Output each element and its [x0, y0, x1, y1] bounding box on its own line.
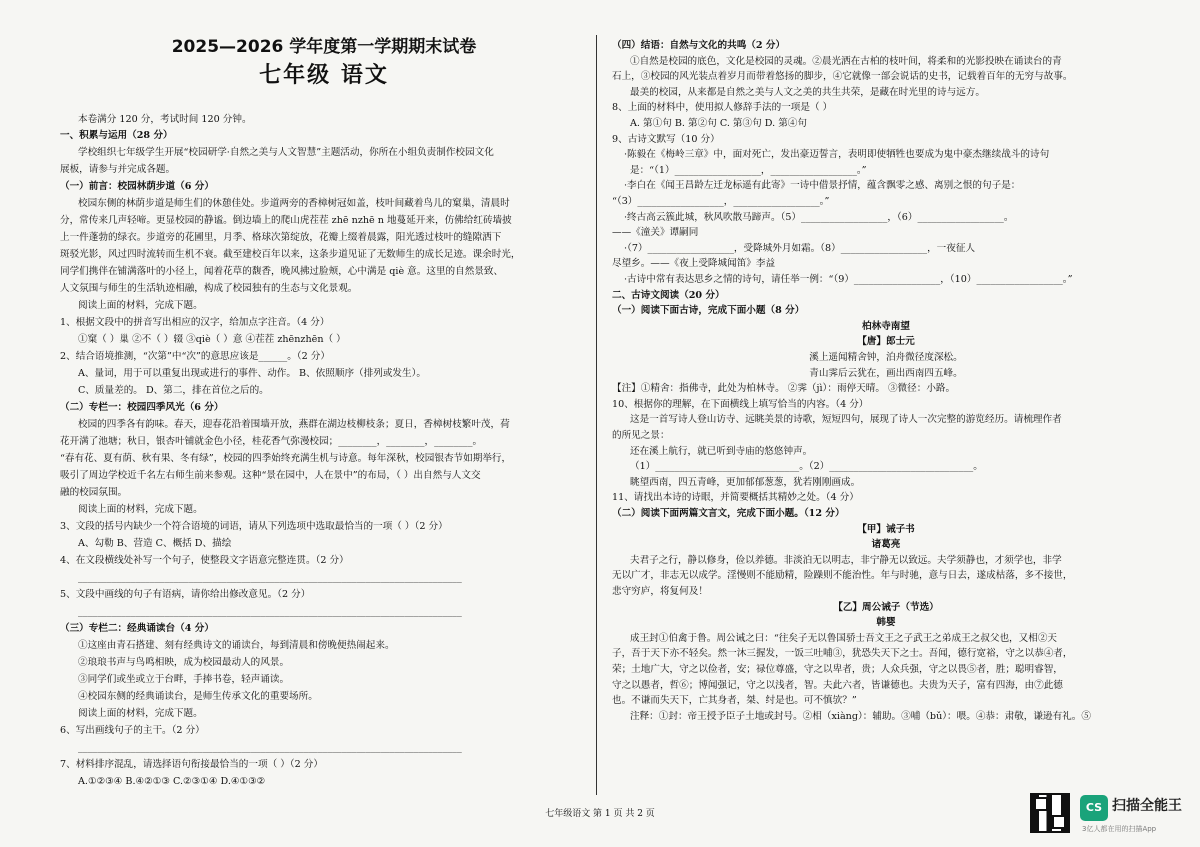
text-line: 8、上面的材料中，使用拟人修辞手法的一项是（ ） — [612, 102, 833, 114]
text-line: C、质量差的。 D、第二，排在首位之后的。 — [78, 385, 269, 396]
text-line: 【注】①精舍：指佛寺，此处为柏林寺。 ②霁（jì）：雨停天晴。 ③微径：小路。 — [612, 383, 956, 395]
text-line: （三）专栏二：经典诵读台（4 分） — [60, 623, 214, 634]
text-line: 尽望乡。——《夜上受降城闻笛》李益 — [612, 258, 776, 270]
text-line: 子，吾于天下亦不轻矣。然一沐三握发，一饭三吐哺③，犹恐失天下之士。吾闻，德行宽裕，守之以恭④者， — [612, 648, 1073, 660]
text-line: 韩婴 — [876, 617, 896, 629]
text-line: 是：“（1）__________________，__________________。” — [630, 164, 867, 176]
text-line: ②琅琅书声与鸟鸣相映，成为校园最动人的风景。 — [78, 657, 290, 668]
text-line: 悲守穷庐，将复何及！ — [612, 586, 708, 597]
text-line: 也。不谦而失天下，亡其身者，桀、纣是也。可不慎欤？” — [612, 695, 857, 707]
text-line: 校园的四季各有韵味。春天，迎春花沿着围墙开放，燕群在湖边枝柳枝条；夏日，香樟树枝繁叶茂，荷 — [78, 419, 510, 430]
text-line: 阅读上面的材料，完成下题。 — [78, 300, 203, 311]
text-line: ·（7）__________________，受降城外月如霜。（8）__________________，一夜征人 — [624, 242, 976, 254]
text-line: ④校园东侧的经典诵读台，是师生传承文化的重要场所。 — [78, 691, 318, 702]
text-line: 5、文段中画线的句子有语病，请你给出修改意见。（2 分） — [60, 589, 311, 600]
text-line: 眺望西南，四五青峰，更加郁郁葱葱，犹若刚刚画成。 — [630, 476, 861, 488]
text-line: 4、在文段横线处补写一个句子，使整段文字语意完整连贯。（2 分） — [60, 555, 349, 566]
text-line: A、量词，用于可以重复出现或进行的事件、动作。 B、依照顺序（排列或发生）。 — [78, 368, 427, 379]
text-line: 青山霁后云犹在，画出西南四五峰。 — [809, 367, 963, 379]
text-line: （一）阅读下面古诗，完成下面小题（8 分） — [612, 305, 805, 317]
text-line: 这是一首写诗人登山访寺、远眺美景的诗歌，短短四句，展现了诗人一次完整的游览经历。请梳理作者 — [630, 414, 1062, 426]
text-line: ________________________________________________________________________________ — [78, 572, 462, 583]
text-line: （二）阅读下面两篇文言文，完成下面小题。（12 分） — [612, 508, 845, 519]
text-line: 成王封①伯禽于鲁。周公诫之曰：“往矣子无以鲁国骄士吾文王之子武王之弟成王之叔父也，又相②天 — [630, 632, 1058, 644]
text-line: 同学们携伴在铺满落叶的小径上，闻着花草的馥香，晚风拂过脸颊，心中满是 qiè 意。这里的自然景致、 — [60, 266, 504, 277]
exam-subtitle: 七年级 语文 — [259, 63, 389, 88]
text-line: 无以广才，非志无以成学。淫慢则不能励精，险躁则不能治性。年与时驰，意与日去，遂成枯落，多不接世， — [612, 570, 1073, 582]
text-line: 柏林寺南望 — [862, 320, 910, 332]
text-line: ·李白在《闻王昌龄左迁龙标遥有此寄》一诗中借景抒情，蕴含飘零之感、离别之恨的句子是： — [624, 180, 1021, 192]
text-line: 展板，请参与并完成各题。 — [60, 164, 176, 175]
text-line: 溪上遥闻精舍钟，泊舟微径度深松。 — [809, 352, 963, 363]
text-line: （一）前言：校园林荫步道（6 分） — [60, 181, 214, 192]
text-line: 融的校园氛围。 — [60, 487, 128, 498]
text-line: ①自然是校园的底色，文化是校园的灵魂。②晨光洒在古柏的枝叶间，将柔和的光影投映在诵读台的青 — [630, 55, 1062, 67]
text-line: 10、根据你的理解，在下面横线上填写恰当的内容。（4 分） — [612, 398, 869, 410]
text-line: 阅读上面的材料，完成下题。 — [78, 708, 203, 719]
text-line: 9、古诗文默写（10 分） — [612, 133, 720, 145]
text-line: 荣；土地广大，守之以俭者，安；禄位尊盛，守之以卑者，贵；人众兵强，守之以畏⑤者，胜；聪明睿智， — [612, 664, 1063, 675]
text-line: 诸葛亮 — [871, 539, 901, 551]
text-line: 花开满了池塘；秋日，银杏叶铺就金色小径，桂花香气弥漫校园；________，________，________。 — [60, 436, 483, 447]
text-line: （1）______________________________。（2）______________________________。 — [630, 461, 983, 473]
exam-info: 本卷满分 120 分，考试时间 120 分钟。 — [78, 114, 252, 125]
text-line: 一、积累与运用（28 分） — [60, 130, 173, 141]
text-line: 3、文段的括号内缺少一个符合语境的词语，请从下列选项中选取最恰当的一项（ ）（2 分） — [60, 521, 448, 532]
text-line: 二、古诗文阅读（20 分） — [612, 289, 725, 301]
text-line: A、勾勒 B、营造 C、概括 D、描绘 — [78, 538, 232, 549]
brand-name: 扫描全能王 — [1112, 798, 1182, 814]
text-line: 吸引了周边学校近千名左右师生前来参观。这种“景在园中，人在景中”的布局，（ ）出自然与人文交 — [60, 470, 481, 481]
text-line: 11、请找出本诗的诗眼，并简要概括其精妙之处。（4 分） — [612, 492, 859, 504]
text-line: A. 第①句 B. 第②句 C. 第③句 D. 第④句 — [630, 118, 807, 129]
text-line: 上一件蓬勃的绿衣。步道旁的花圃里，月季、格球次第绽放，花瓣上缀着晨露，阳光透过枝叶的缝隙洒下 — [60, 232, 502, 243]
text-line: 守之以愚者，哲⑥；博闻强记，守之以浅者，智。夫此六者，皆谦德也。夫贵为天子，富有四海，由⑦此德 — [612, 679, 1063, 691]
page-footer: 七年级语文 第 1 页 共 2 页 — [545, 809, 655, 819]
text-line: “（3）__________________，__________________。” — [612, 196, 830, 207]
text-line: ——《潼关》谭嗣同 — [612, 227, 699, 239]
text-line: （四）结语：自然与文化的共鸣（2 分） — [612, 40, 786, 51]
qr-code-icon — [1030, 793, 1070, 833]
text-line: 【唐】郎士元 — [857, 336, 915, 348]
text-line: 7、材料排序混乱，请选择语句衔接最恰当的一项（ ）（2 分） — [60, 759, 323, 770]
text-line: ·陈毅在《梅岭三章》中，面对死亡，发出豪迈誓言，表明即使牺牲也要成为鬼中豪杰继续战斗的诗句 — [624, 149, 1050, 161]
camscanner-logo-icon: CS — [1080, 795, 1108, 821]
text-line: ①这座由青石搭建、刻有经典诗文的诵读台，每到清晨和傍晚便热闹起来。 — [78, 640, 395, 651]
text-line: 还在溪上航行，就已听到寺庙的悠悠钟声。 — [630, 445, 813, 457]
text-line: ①窠（ ）巢 ②不（ ）辍 ③qiè（ ）意 ④茬茬 zhēnzhēn（ ） — [78, 334, 346, 345]
text-line: 2、结合语境推测，“次第”中“次”的意思应该是______。（2 分） — [60, 351, 330, 362]
text-line: ③同学们或坐或立于台畔，手捧书卷，轻声诵读。 — [78, 674, 290, 685]
text-line: 夫君子之行，静以修身，俭以养德。非淡泊无以明志，非宁静无以致远。夫学须静也，才须学也，非学 — [630, 554, 1062, 566]
text-line: 学校组织七年级学生开展“校园研学·自然之美与人文智慧”主题活动，你所在小组负责制作校园文化 — [78, 147, 494, 158]
column-divider — [596, 35, 597, 795]
text-line: 阅读上面的材料，完成下题。 — [78, 504, 203, 515]
text-line: 校园东侧的林荫步道是师生们的休憩佳处。步道两旁的香樟树冠如盖，枝叶间藏着鸟儿的窠巢，清晨时 — [78, 198, 510, 209]
text-line: ________________________________________________________________________________ — [78, 742, 462, 753]
text-line: 注释：①封：帝王授予臣子土地或封号。②相（xiàng）：辅助。③哺（bǔ）：喂。④恭：肃敬，谦逊有礼。⑤ — [630, 710, 1091, 722]
text-line: 1、根据文段中的拼音写出相应的汉字，给加点字注音。（4 分） — [60, 317, 330, 328]
exam-title: 2025—2026 学年度第一学期期末试卷 — [171, 37, 477, 57]
text-line: 石上，③校园的风光装点着岁月而带着悠扬的脚步，④它就像一部会说话的史书，记载着百年的无穷与故事。 — [612, 71, 1073, 83]
text-line: ·终古高云簇此城，秋风吹散马蹄声。（5）__________________，（6）__________________。 — [624, 211, 1014, 223]
text-line: ________________________________________________________________________________ — [78, 606, 462, 617]
text-line: 的所见之景： — [612, 430, 670, 441]
text-line: 【乙】周公诫子（节选） — [833, 601, 939, 613]
text-line: 分，常传来几声轻啼。更显校园的静谧。倒边墙上的爬山虎茬茬 zhē nzhē n 地蔓延开来，仿佛给红砖墙披 — [60, 215, 512, 226]
text-line: “春有花、夏有荫、秋有果、冬有绿”，校园的四季始终充满生机与诗意。每年深秋，校园银杏节如期举行， — [60, 453, 512, 464]
text-line: 【甲】诫子书 — [857, 523, 915, 535]
text-line: （二）专栏一：校园四季风光（6 分） — [60, 402, 224, 413]
text-line: A.①②③④ B.④②①③ C.②③①④ D.④①③② — [78, 776, 266, 787]
text-line: ·古诗中常有表达思乡之情的诗句，请任举一例：“（9）__________________，（10）__________________。” — [624, 274, 1073, 285]
text-line: 斑驳光影，风过四时流转而生机不衰。截至建校百年以来，这条步道见证了无数师生的成长足迹。课余时光， — [60, 249, 521, 260]
brand-tagline: 3亿人都在用的扫描App — [1082, 825, 1157, 833]
text-line: 6、写出画线句子的主干。（2 分） — [60, 725, 205, 736]
text-line: 人文氛围与师生的生活轨迹相融，构成了校园独有的生态与文化景观。 — [60, 283, 358, 294]
text-line: 最美的校园，从来都是自然之美与人文之美的共生共荣，是藏在时光里的诗与远方。 — [630, 86, 985, 98]
